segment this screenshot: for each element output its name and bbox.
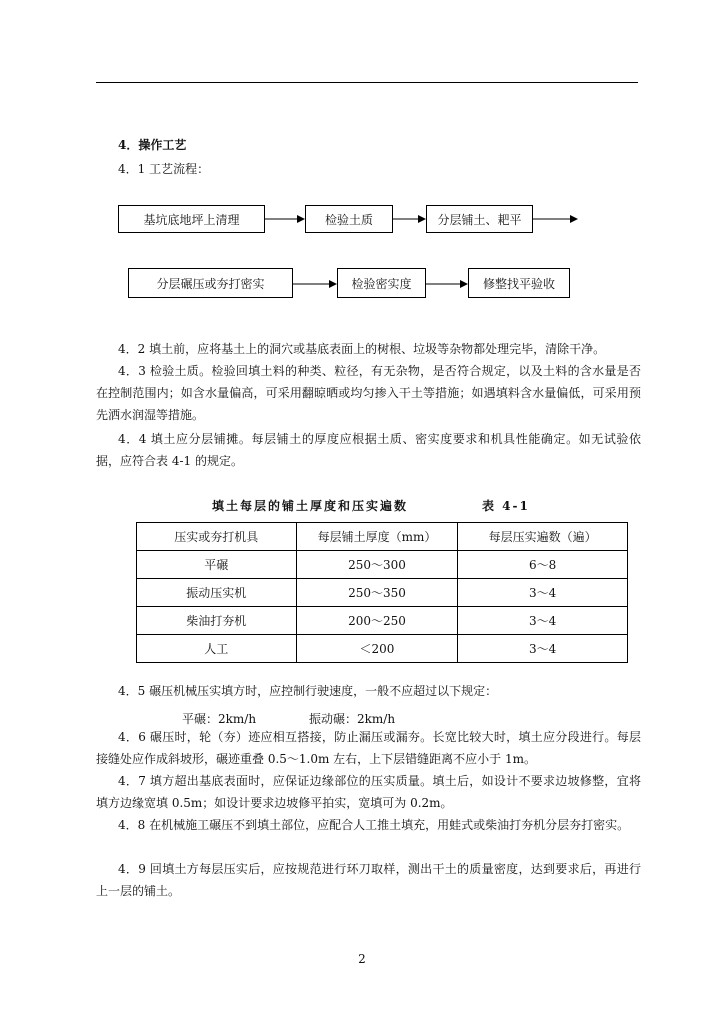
flow-step-1: 基坑底地坪上清理 xyxy=(118,205,265,233)
para-4-8: 4．8 在机械施工碾压不到填土部位，应配合人工推土填充，用蛙式或柴油打夯机分层夯打密实。 xyxy=(118,818,630,832)
table-4-1 xyxy=(136,522,628,663)
flow-arrows xyxy=(0,0,724,330)
table-row xyxy=(137,607,628,635)
speed-flat-roller: 平碾：2km/h xyxy=(182,712,257,726)
table-cell: 柴油打夯机 xyxy=(137,607,297,635)
table-cell: 6～8 xyxy=(458,551,628,579)
para-4-3: 4．3 检验土质。检验回填土料的种类、粒径，有无杂物，是否符合规定，以及土料的含水量是否在控制范围内；如含水量偏高，可采用翻晾晒或均匀掺入干土等措施；如遇填料含水量偏低，可采用预先洒水润湿等措施。 xyxy=(96,364,641,422)
table-row xyxy=(137,635,628,663)
para-4-4: 4．4 填土应分层铺摊。每层铺土的厚度应根据土质、密实度要求和机具性能确定。如无试验依据，应符合表 4-1 的规定。 xyxy=(96,432,641,468)
table-cell: 3～4 xyxy=(458,607,628,635)
para-4-7: 4．7 填方超出基底表面时，应保证边缘部位的压实质量。填土后，如设计不要求边坡修整，宜将填方边缘宽填 0.5m；如设计要求边坡修平拍实，宽填可为 0.2m。 xyxy=(96,774,641,810)
table-cell: 250～300 xyxy=(296,551,458,579)
flow-step-5: 检验密实度 xyxy=(337,268,426,298)
table-row xyxy=(137,579,628,607)
table-cell: 250～350 xyxy=(296,579,458,607)
table-cell: 振动压实机 xyxy=(137,579,297,607)
page-number: 2 xyxy=(358,952,366,966)
table-cell: 3～4 xyxy=(458,579,628,607)
table-cell: 200～250 xyxy=(296,607,458,635)
table-header-cell: 每层铺土厚度（mm） xyxy=(296,523,458,551)
table-header-cell: 每层压实遍数（遍） xyxy=(458,523,628,551)
table-cell: 平碾 xyxy=(137,551,297,579)
para-4-9: 4．9 回填土方每层压实后，应按规范进行环刀取样，测出干土的质量密度，达到要求后，再进行上一层的铺土。 xyxy=(96,862,641,898)
flow-step-2: 检验土质 xyxy=(305,205,393,233)
flow-step-6: 修整找平验收 xyxy=(468,268,570,298)
table-header-cell: 压实或夯打机具 xyxy=(137,523,297,551)
section-title: 4．操作工艺 xyxy=(118,138,187,152)
table-cell: ＜200 xyxy=(296,635,458,663)
para-4-6: 4．6 碾压时，轮（夯）迹应相互搭接，防止漏压或漏夯。长宽比较大时，填土应分段进行。每层接缝处应作成斜坡形，碾迹重叠 0.5～1.0m 左右，上下层错缝距离不应小于 1m。 xyxy=(96,730,641,766)
para-4-2: 4．2 填土前，应将基土上的洞穴或基底表面上的树根、垃圾等杂物都处理完毕，清除干净。 xyxy=(118,342,606,356)
para-4-5: 4．5 碾压机械压实填方时，应控制行驶速度，一般不应超过以下规定： xyxy=(118,684,498,698)
flow-step-4: 分层碾压或夯打密实 xyxy=(128,268,293,298)
table-caption: 填土每层的铺土厚度和压实遍数 xyxy=(212,499,409,513)
table-header-row xyxy=(137,523,628,551)
table-row xyxy=(137,551,628,579)
table-cell: 3～4 xyxy=(458,635,628,663)
speed-vibratory-roller: 振动碾：2km/h xyxy=(309,712,396,726)
table-number: 表 4-1 xyxy=(482,499,530,513)
subsection-title: 4．1 工艺流程： xyxy=(118,162,210,176)
table-cell: 人工 xyxy=(137,635,297,663)
flow-step-3: 分层铺土、耙平 xyxy=(426,205,533,233)
